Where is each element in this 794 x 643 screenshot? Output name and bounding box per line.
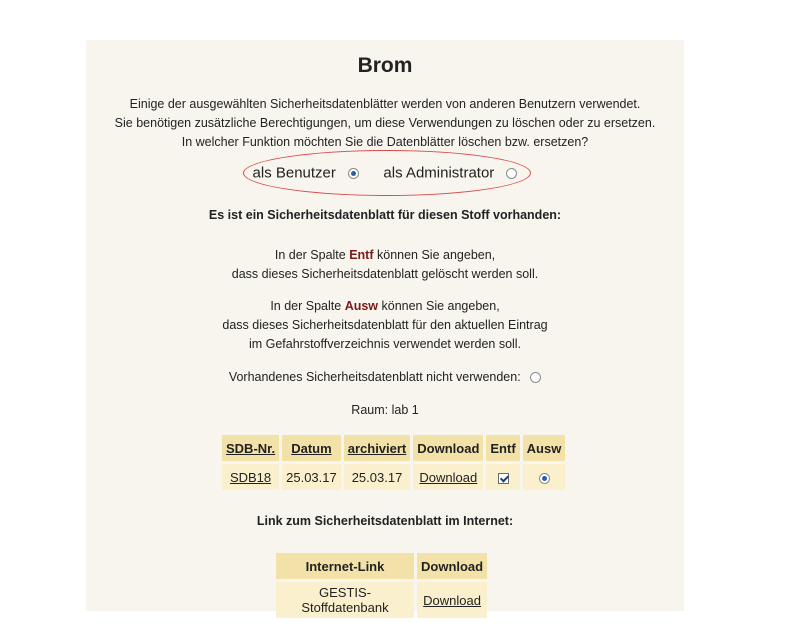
role-admin-radio[interactable] xyxy=(506,168,517,179)
sdb-table-header xyxy=(222,435,565,461)
intro-line-3: In welcher Funktion möchten Sie die Datenblätter löschen bzw. ersetzen? xyxy=(181,135,589,149)
datum-cell: 25.03.17 xyxy=(282,464,341,490)
page-title: Brom xyxy=(357,54,413,77)
intro-line-1: Einige der ausgewählten Sicherheitsdatenblätter werden von anderen Benutzern verwendet. xyxy=(129,97,641,111)
ausw-radio[interactable] xyxy=(539,473,550,484)
link-table xyxy=(273,550,490,621)
sdb-heading: Es ist ein Sicherheitsdatenblatt für diesen Stoff vorhanden: xyxy=(208,208,562,222)
col-internet-link: Internet-Link xyxy=(276,553,414,579)
archiviert-cell: 25.03.17 xyxy=(344,464,411,490)
role-user-label: als Benutzer xyxy=(252,164,336,182)
entf-cell xyxy=(486,464,519,490)
content-panel xyxy=(86,40,684,615)
col-datum[interactable]: Datum xyxy=(282,435,341,461)
table-row xyxy=(222,464,565,490)
sdb-table xyxy=(219,432,568,493)
link-table-header xyxy=(276,553,487,579)
col-link-download: Download xyxy=(417,553,487,579)
not-use-radio[interactable] xyxy=(530,372,541,383)
role-user-radio[interactable] xyxy=(348,168,359,179)
ausw-keyword: Ausw xyxy=(344,299,379,313)
internet-link-cell: GESTIS-Stoffdatenbank xyxy=(276,582,414,618)
ausw-info: In der Spalte Ausw können Sie angeben, dass dieses Sicherheitsdatenblatt für den aktuellen Eintrag im Gefahrstoffverzeichnis verwendet werden soll. xyxy=(222,299,548,351)
room-label: Raum: lab 1 xyxy=(351,403,419,417)
not-use-label: Vorhandenes Sicherheitsdatenblatt nicht verwenden: xyxy=(228,370,521,384)
entf-keyword: Entf xyxy=(349,248,374,262)
col-sdb-nr[interactable]: SDB-Nr. xyxy=(222,435,279,461)
ausw-cell xyxy=(523,464,566,490)
role-selector xyxy=(86,164,684,182)
intro-line-2: Sie benötigen zusätzliche Berechtigungen, um diese Verwendungen zu löschen oder zu ersetzen. xyxy=(114,116,656,130)
sdb-nr-link[interactable]: SDB18 xyxy=(229,469,272,485)
col-archiviert[interactable]: archiviert xyxy=(344,435,411,461)
col-entf: Entf xyxy=(486,435,519,461)
col-download: Download xyxy=(413,435,483,461)
link-download-cell[interactable] xyxy=(417,582,487,618)
download-cell[interactable] xyxy=(413,464,483,490)
download-link[interactable]: Download xyxy=(419,469,478,485)
gestis-download-link[interactable]: Download xyxy=(423,592,481,608)
col-ausw: Ausw xyxy=(523,435,566,461)
entf-info: In der Spalte Entf können Sie angeben, dass dieses Sicherheitsdatenblatt gelöscht werden soll. xyxy=(231,248,539,281)
internet-heading: Link zum Sicherheitsdatenblatt im Internet: xyxy=(256,514,514,528)
not-use-row xyxy=(86,368,684,387)
role-admin-label: als Administrator xyxy=(383,164,495,182)
sdb-nr-cell[interactable] xyxy=(222,464,279,490)
table-row xyxy=(276,582,487,618)
entf-checkbox[interactable] xyxy=(498,473,509,484)
intro-text xyxy=(86,95,684,152)
